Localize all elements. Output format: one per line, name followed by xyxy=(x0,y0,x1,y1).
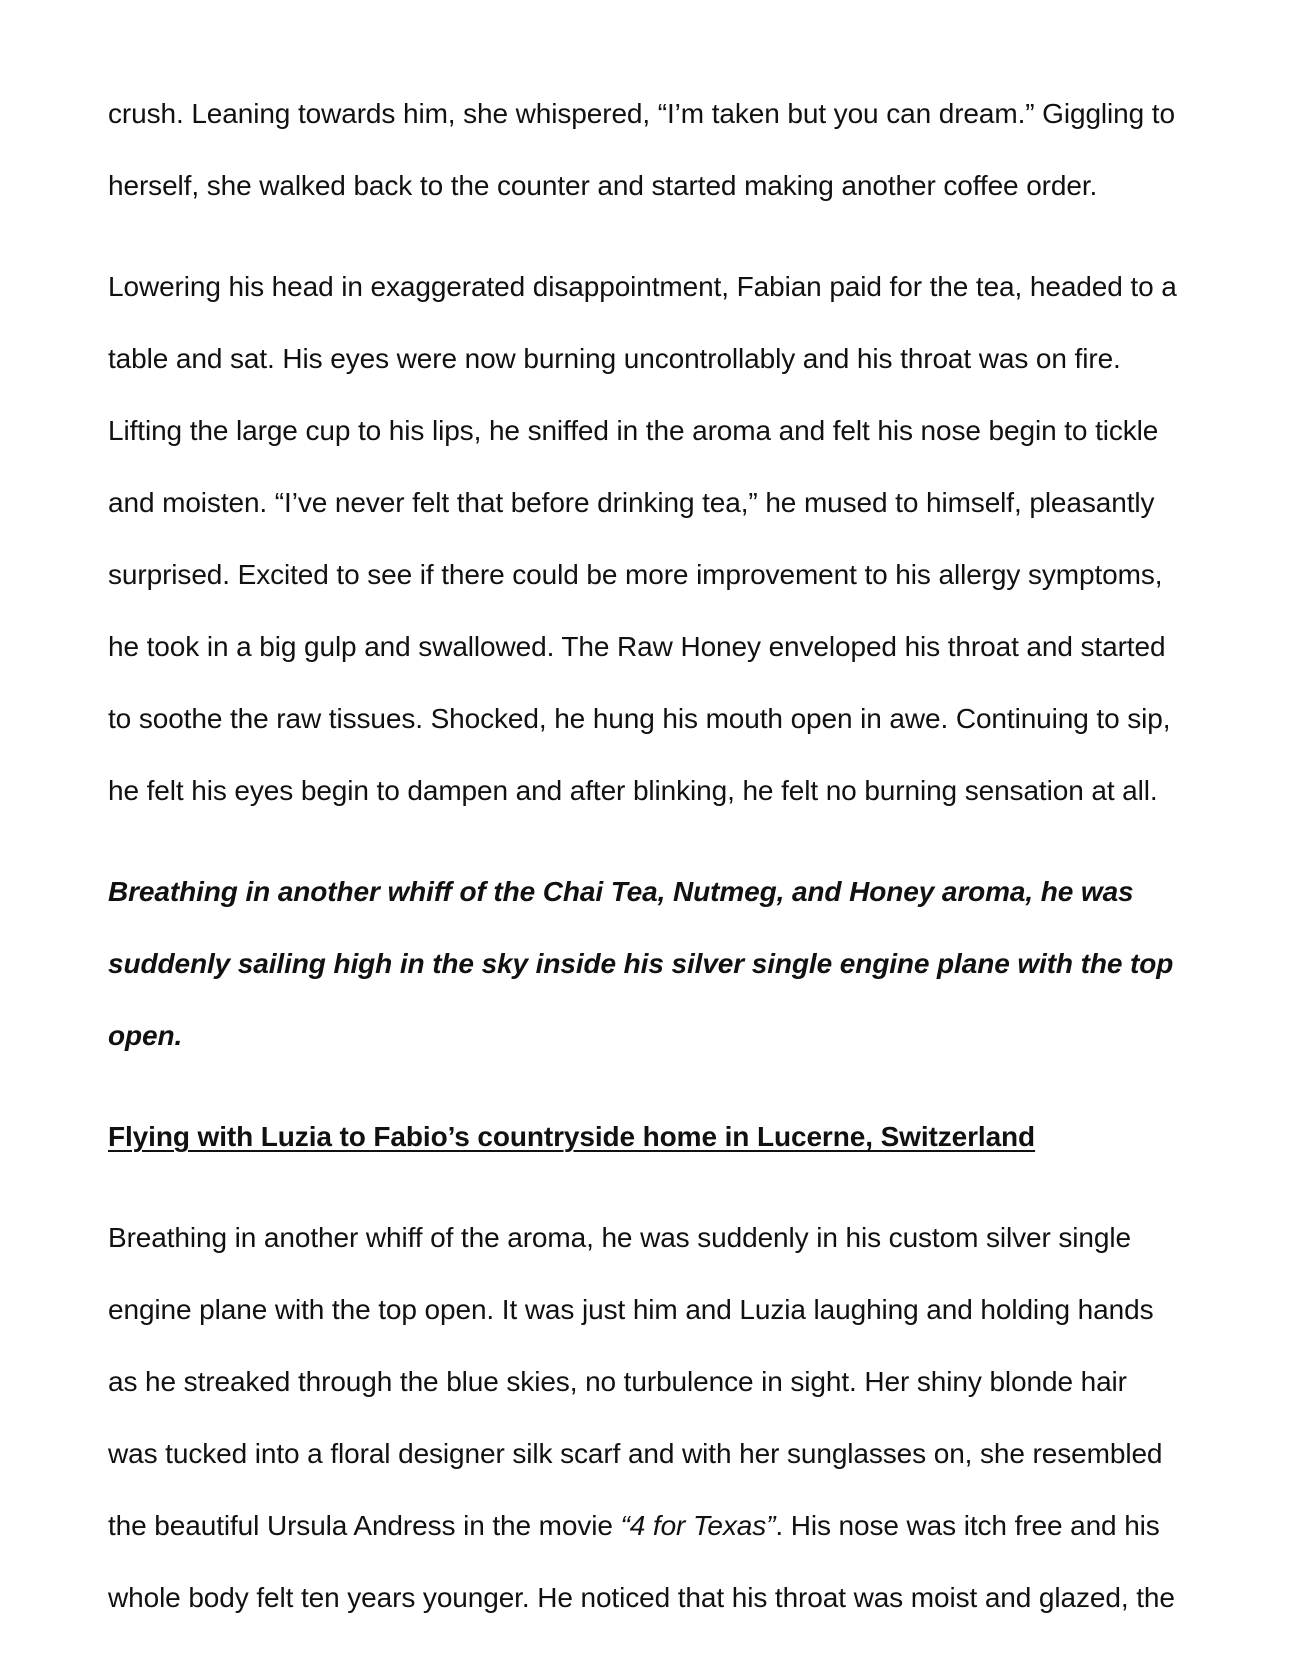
text-line: engine plane with the top open. It was just him and Luzia laughing and holding hands xyxy=(108,1294,1154,1325)
paragraph-4 xyxy=(108,1222,1258,1654)
paragraph-3-bold-italic xyxy=(108,876,1258,1092)
text-line: open. xyxy=(108,1020,183,1051)
text-line: and moisten. “I’ve never felt that before drinking tea,” he mused to himself, pleasantly xyxy=(108,487,1155,518)
text-line: Breathing in another whiff of the aroma, he was suddenly in his custom silver single xyxy=(108,1222,1131,1253)
paragraph-gap xyxy=(108,847,1258,876)
text-line: surprised. Excited to see if there could be more improvement to his allergy symptoms, xyxy=(108,559,1163,590)
text-line: herself, she walked back to the counter and started making another coffee order. xyxy=(108,170,1098,201)
paragraph-2 xyxy=(108,271,1258,847)
paragraph-gap xyxy=(108,1092,1258,1121)
paragraph-gap xyxy=(108,242,1258,271)
paragraph-1 xyxy=(108,98,1258,242)
text-line: suddenly sailing high in the sky inside his silver single engine plane with the top xyxy=(108,948,1174,979)
text-line: Lifting the large cup to his lips, he sniffed in the aroma and felt his nose begin to tickle xyxy=(108,415,1159,446)
paragraph-gap xyxy=(108,1193,1258,1222)
text-line: as he streaked through the blue skies, no turbulence in sight. Her shiny blonde hair xyxy=(108,1366,1127,1397)
document-page xyxy=(108,98,1258,1654)
text-line: Breathing in another whiff of the Chai Tea, Nutmeg, and Honey aroma, he was xyxy=(108,876,1134,907)
text-line: he felt his eyes begin to dampen and after blinking, he felt no burning sensation at all. xyxy=(108,775,1158,806)
movie-title: “4 for Texas” xyxy=(620,1510,776,1541)
text-line: Lowering his head in exaggerated disappointment, Fabian paid for the tea, headed to a xyxy=(108,271,1177,302)
text-line: was tucked into a floral designer silk scarf and with her sunglasses on, she resembled xyxy=(108,1438,1163,1469)
text-line: whole body felt ten years younger. He noticed that his throat was moist and glazed, the xyxy=(108,1582,1175,1613)
text-segment: . His nose was itch free and his xyxy=(775,1510,1160,1541)
text-line: table and sat. His eyes were now burning uncontrollably and his throat was on fire. xyxy=(108,343,1121,374)
text-line: he took in a big gulp and swallowed. The Raw Honey enveloped his throat and started xyxy=(108,631,1166,662)
text-line-with-movie-title xyxy=(108,1510,1258,1582)
text-segment: the beautiful Ursula Andress in the movie xyxy=(108,1510,621,1541)
text-line: to soothe the raw tissues. Shocked, he hung his mouth open in awe. Continuing to sip, xyxy=(108,703,1171,734)
section-heading: Flying with Luzia to Fabio’s countryside home in Lucerne, Switzerland xyxy=(108,1121,1036,1152)
text-line: crush. Leaning towards him, she whispered, “I’m taken but you can dream.” Giggling to xyxy=(108,98,1175,129)
section-heading-block xyxy=(108,1121,1258,1193)
